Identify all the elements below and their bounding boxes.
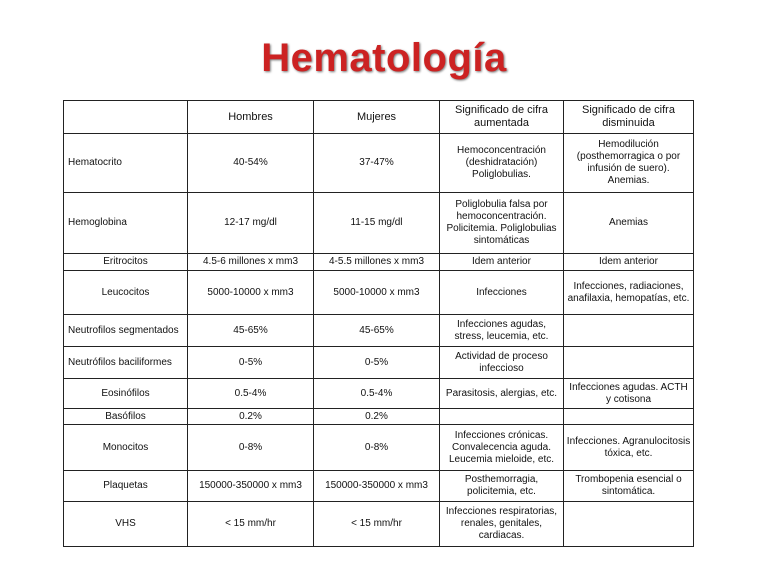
row-high: Actividad de proceso infeccioso [440, 347, 564, 379]
row-men: 150000-350000 x mm3 [188, 471, 314, 502]
row-high: Poliglobulia falsa por hemoconcentración. Policitemia. Poliglobulias sintomáticas [440, 193, 564, 254]
row-women: 150000-350000 x mm3 [314, 471, 440, 502]
row-name: Hematocrito [64, 134, 188, 193]
row-low: Trombopenia esencial o sintomática. [564, 471, 694, 502]
row-name: VHS [64, 502, 188, 547]
row-name: Neutrofilos segmentados [64, 315, 188, 347]
row-name: Neutrófilos baciliformes [64, 347, 188, 379]
row-high: Infecciones agudas, stress, leucemia, etc. [440, 315, 564, 347]
row-high: Idem anterior [440, 254, 564, 271]
row-women: 0-5% [314, 347, 440, 379]
header-row [64, 101, 694, 134]
row-name: Eosinófilos [64, 379, 188, 409]
row-name: Plaquetas [64, 471, 188, 502]
row-low [564, 347, 694, 379]
table-row [64, 379, 694, 409]
header-low: Significado de cifra disminuida [564, 101, 694, 134]
table-row [64, 254, 694, 271]
row-low: Idem anterior [564, 254, 694, 271]
row-men: 0-8% [188, 425, 314, 471]
row-low [564, 409, 694, 425]
row-men: 4.5-6 millones x mm3 [188, 254, 314, 271]
row-women: < 15 mm/hr [314, 502, 440, 547]
row-low: Hemodilución (posthemorragica o por infusión de suero). Anemias. [564, 134, 694, 193]
row-women: 0-8% [314, 425, 440, 471]
row-women: 37-47% [314, 134, 440, 193]
row-men: 40-54% [188, 134, 314, 193]
row-women: 4-5.5 millones x mm3 [314, 254, 440, 271]
row-high [440, 409, 564, 425]
row-name: Eritrocitos [64, 254, 188, 271]
row-women: 5000-10000 x mm3 [314, 271, 440, 315]
table-row [64, 409, 694, 425]
row-high: Parasitosis, alergias, etc. [440, 379, 564, 409]
row-low: Anemias [564, 193, 694, 254]
header-women: Mujeres [314, 101, 440, 134]
row-high: Infecciones crónicas. Convalecencia aguda. Leucemia mieloide, etc. [440, 425, 564, 471]
table-row [64, 502, 694, 547]
row-women: 0.5-4% [314, 379, 440, 409]
hematology-table [63, 100, 694, 547]
row-women: 0.2% [314, 409, 440, 425]
row-high: Infecciones [440, 271, 564, 315]
row-name: Leucocitos [64, 271, 188, 315]
row-low: Infecciones. Agranulocitosis tóxica, etc. [564, 425, 694, 471]
table-row [64, 347, 694, 379]
row-women: 45-65% [314, 315, 440, 347]
header-name [64, 101, 188, 134]
table-row [64, 425, 694, 471]
table-row [64, 271, 694, 315]
row-low: Infecciones, radiaciones, anafilaxia, hemopatías, etc. [564, 271, 694, 315]
row-men: 0.5-4% [188, 379, 314, 409]
row-men: 12-17 mg/dl [188, 193, 314, 254]
row-name: Monocitos [64, 425, 188, 471]
row-name: Basófilos [64, 409, 188, 425]
row-men: 45-65% [188, 315, 314, 347]
table-row [64, 315, 694, 347]
table-row [64, 193, 694, 254]
row-low: Infecciones agudas. ACTH y cotisona [564, 379, 694, 409]
row-high: Hemoconcentración (deshidratación) Poliglobulias. [440, 134, 564, 193]
row-name: Hemoglobina [64, 193, 188, 254]
header-high: Significado de cifra aumentada [440, 101, 564, 134]
row-men: 0.2% [188, 409, 314, 425]
row-men: 5000-10000 x mm3 [188, 271, 314, 315]
table-row [64, 134, 694, 193]
row-low [564, 315, 694, 347]
row-men: < 15 mm/hr [188, 502, 314, 547]
row-men: 0-5% [188, 347, 314, 379]
row-women: 11-15 mg/dl [314, 193, 440, 254]
row-high: Posthemorragia, policitemia, etc. [440, 471, 564, 502]
page-title: Hematología [261, 36, 507, 80]
row-high: Infecciones respiratorias, renales, genitales, cardiacas. [440, 502, 564, 547]
row-low [564, 502, 694, 547]
header-men: Hombres [188, 101, 314, 134]
table-row [64, 471, 694, 502]
